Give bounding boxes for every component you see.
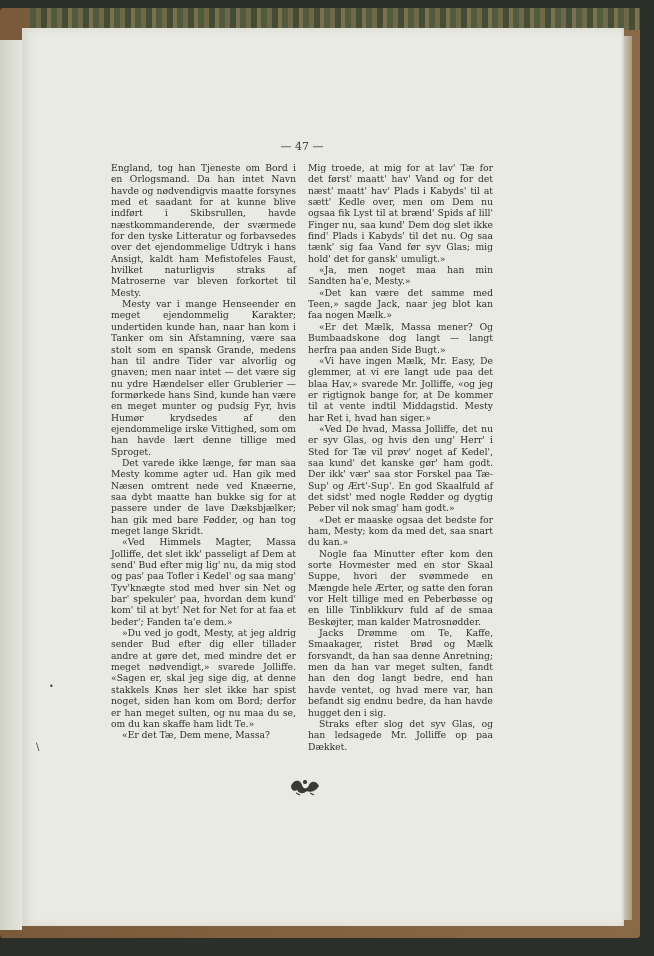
paragraph: «Vi have ingen Mælk, Mr. Easy, De glemmer, at vi ere langt ude paa det blaa Hav,» svarede Mr. Jolliffe, «og jeg er rigtignok bange for, at De kommer til at vente indtil Middagstid. Mesty har Ret i, hvad han siger.»: [308, 355, 493, 424]
paragraph: Straks efter slog det syv Glas, og han ledsagede Mr. Jolliffe op paa Dækket.: [308, 718, 493, 753]
page-number: — 47 —: [280, 140, 324, 153]
paragraph: «Ved Himmels Magter, Massa Jolliffe, det slet ikk' passeligt af Dem at send' Bud efter mig lig' nu, da mig stod og pas' paa Tofler i Kedel' og saa mang' Tyv'knægte stod med hver sin Net og bar' spekuler' paa, hvordan dem kund' kom' til at byt' Net for Net for at faa et beder'; Fanden ta'e dem.»: [111, 537, 296, 628]
paragraph: England, tog han Tjeneste om Bord i en Orlogsmand. Da han intet Navn havde og nødvendigvis maatte forsynes med et saadant for at kunne blive indført i Skibsrullen, havde næstkommanderende, der sværmede for den tyske Litteratur og forbavsedes over det ejendommelige Udtryk i hans Ansigt, kaldt ham Mefistofeles Faust, hvilket naturligvis straks af Matroserne var bleven forkortet til Mesty.: [111, 163, 296, 299]
marbled-edge: [30, 8, 640, 30]
tailpiece-ornament-icon: [288, 776, 322, 796]
paragraph: Jacks Drømme om Te, Kaffe, Smaakager, ristet Brød og Mælk forsvandt, da han saa denne Anretning; men da han var meget sulten, fandt han den dog langt bedre, end han havde ventet, og hvad mere var, han befandt sig endnu bedre, da han havde hugget den i sig.: [308, 628, 493, 719]
paragraph: »Du ved jo godt, Mesty, at jeg aldrig sender Bud efter dig eller tillader andre at gøre det, med mindre det er meget nødvendigt,» svarede Jolliffe. «Sagen er, skal jeg sige dig, at denne stakkels Knøs her slet ikke har spist noget, siden han kom om Bord; derfor er han meget sulten, og nu maa du se, om du kan skaffe ham lidt Te.»: [111, 628, 296, 730]
page-stack-edge: [622, 36, 632, 920]
margin-bullet: •: [49, 682, 54, 691]
paragraph: «Er det Tæ, Dem mene, Massa?: [122, 730, 270, 742]
paragraph: Nogle faa Minutter efter kom den sorte Hovmester med en stor Skaal Suppe, hvori der svømmede en Mængde hele Ærter, og satte den foran vor Helt tillige med en Peberbøsse og en lille Tinblikkurv fuld af de smaa Beskøjter, man kalder Matrosnødder.: [308, 548, 493, 628]
paragraph: «Ved De hvad, Massa Jolliffe, det nu er syv Glas, og hvis den ung' Herr' i Sted for Tæ vil prøv' noget af Kedel', saa kund' det kanske gør' ham godt. Der ikk' vær' saa stor Forskel paa Tæ-Sup' og Ært'-Sup'. En god Skaalfuld af det sidst' med nogle Rødder og dygtig Peber vil nok smag' ham godt.»: [308, 423, 493, 515]
paragraph: Det varede ikke længe, før man saa Mesty komme agter ud. Han gik med Næsen omtrent nede ved Knæerne, saa dybt maatte han bukke sig for at passere under de lave Dæksbjælker; han gik med bare Fødder, og han tog meget lange Skridt.: [111, 457, 296, 537]
right-column: [308, 163, 493, 753]
paragraph: «Ja, men noget maa han min Sandten ha'e, Mesty.»: [308, 265, 493, 288]
paragraph: «Det kan være det samme med Teen,» sagde Jack, naar jeg blot kan faa nogen Mælk.»: [308, 287, 493, 322]
paragraph: «Er det Mælk, Massa mener? Og Bumbaadskone dog langt — langt herfra paa anden Side Bugt.»: [308, 321, 493, 356]
paragraph: Mesty var i mange Henseender en meget ejendommelig Karakter; undertiden kunde han, naar han kom i Tanker om sin Afstamning, være saa stolt som en spansk Grande, medens han til andre Tider var alvorlig og gnaven; men naar intet — det være sig nu ydre Hændelser eller Grublerier — formørkede hans Sind, kunde han være en meget munter og pudsig Fyr, hvis Humør krydsedes af den ejendommelige irske Vittighed, som om han havde lært denne tillige med Sproget.: [111, 299, 296, 458]
margin-mark: \: [36, 742, 40, 753]
paragraph: Mig troede, at mig for at lav' Tæ for det først' maatt' hav' Vand og for det næst' maatt' hav' Plads i Kabyds' til at sætt' Kedle over, men om Dem nu ogsaa fik Lyst til at brænd' Spids af lill' Finger nu, saa kund' Dem dog slet ikke find' Plads i Kabyds' til det nu. Og saa tænk' sig faa Vand før syv Glas; mig hold' det for gansk' umuligt.»: [308, 163, 493, 265]
left-page-edge: [0, 40, 22, 930]
left-column: [111, 163, 296, 742]
paragraph: «Det er maaske ogsaa det bedste for ham, Mesty; kom da med det, saa snart du kan.»: [308, 514, 493, 549]
